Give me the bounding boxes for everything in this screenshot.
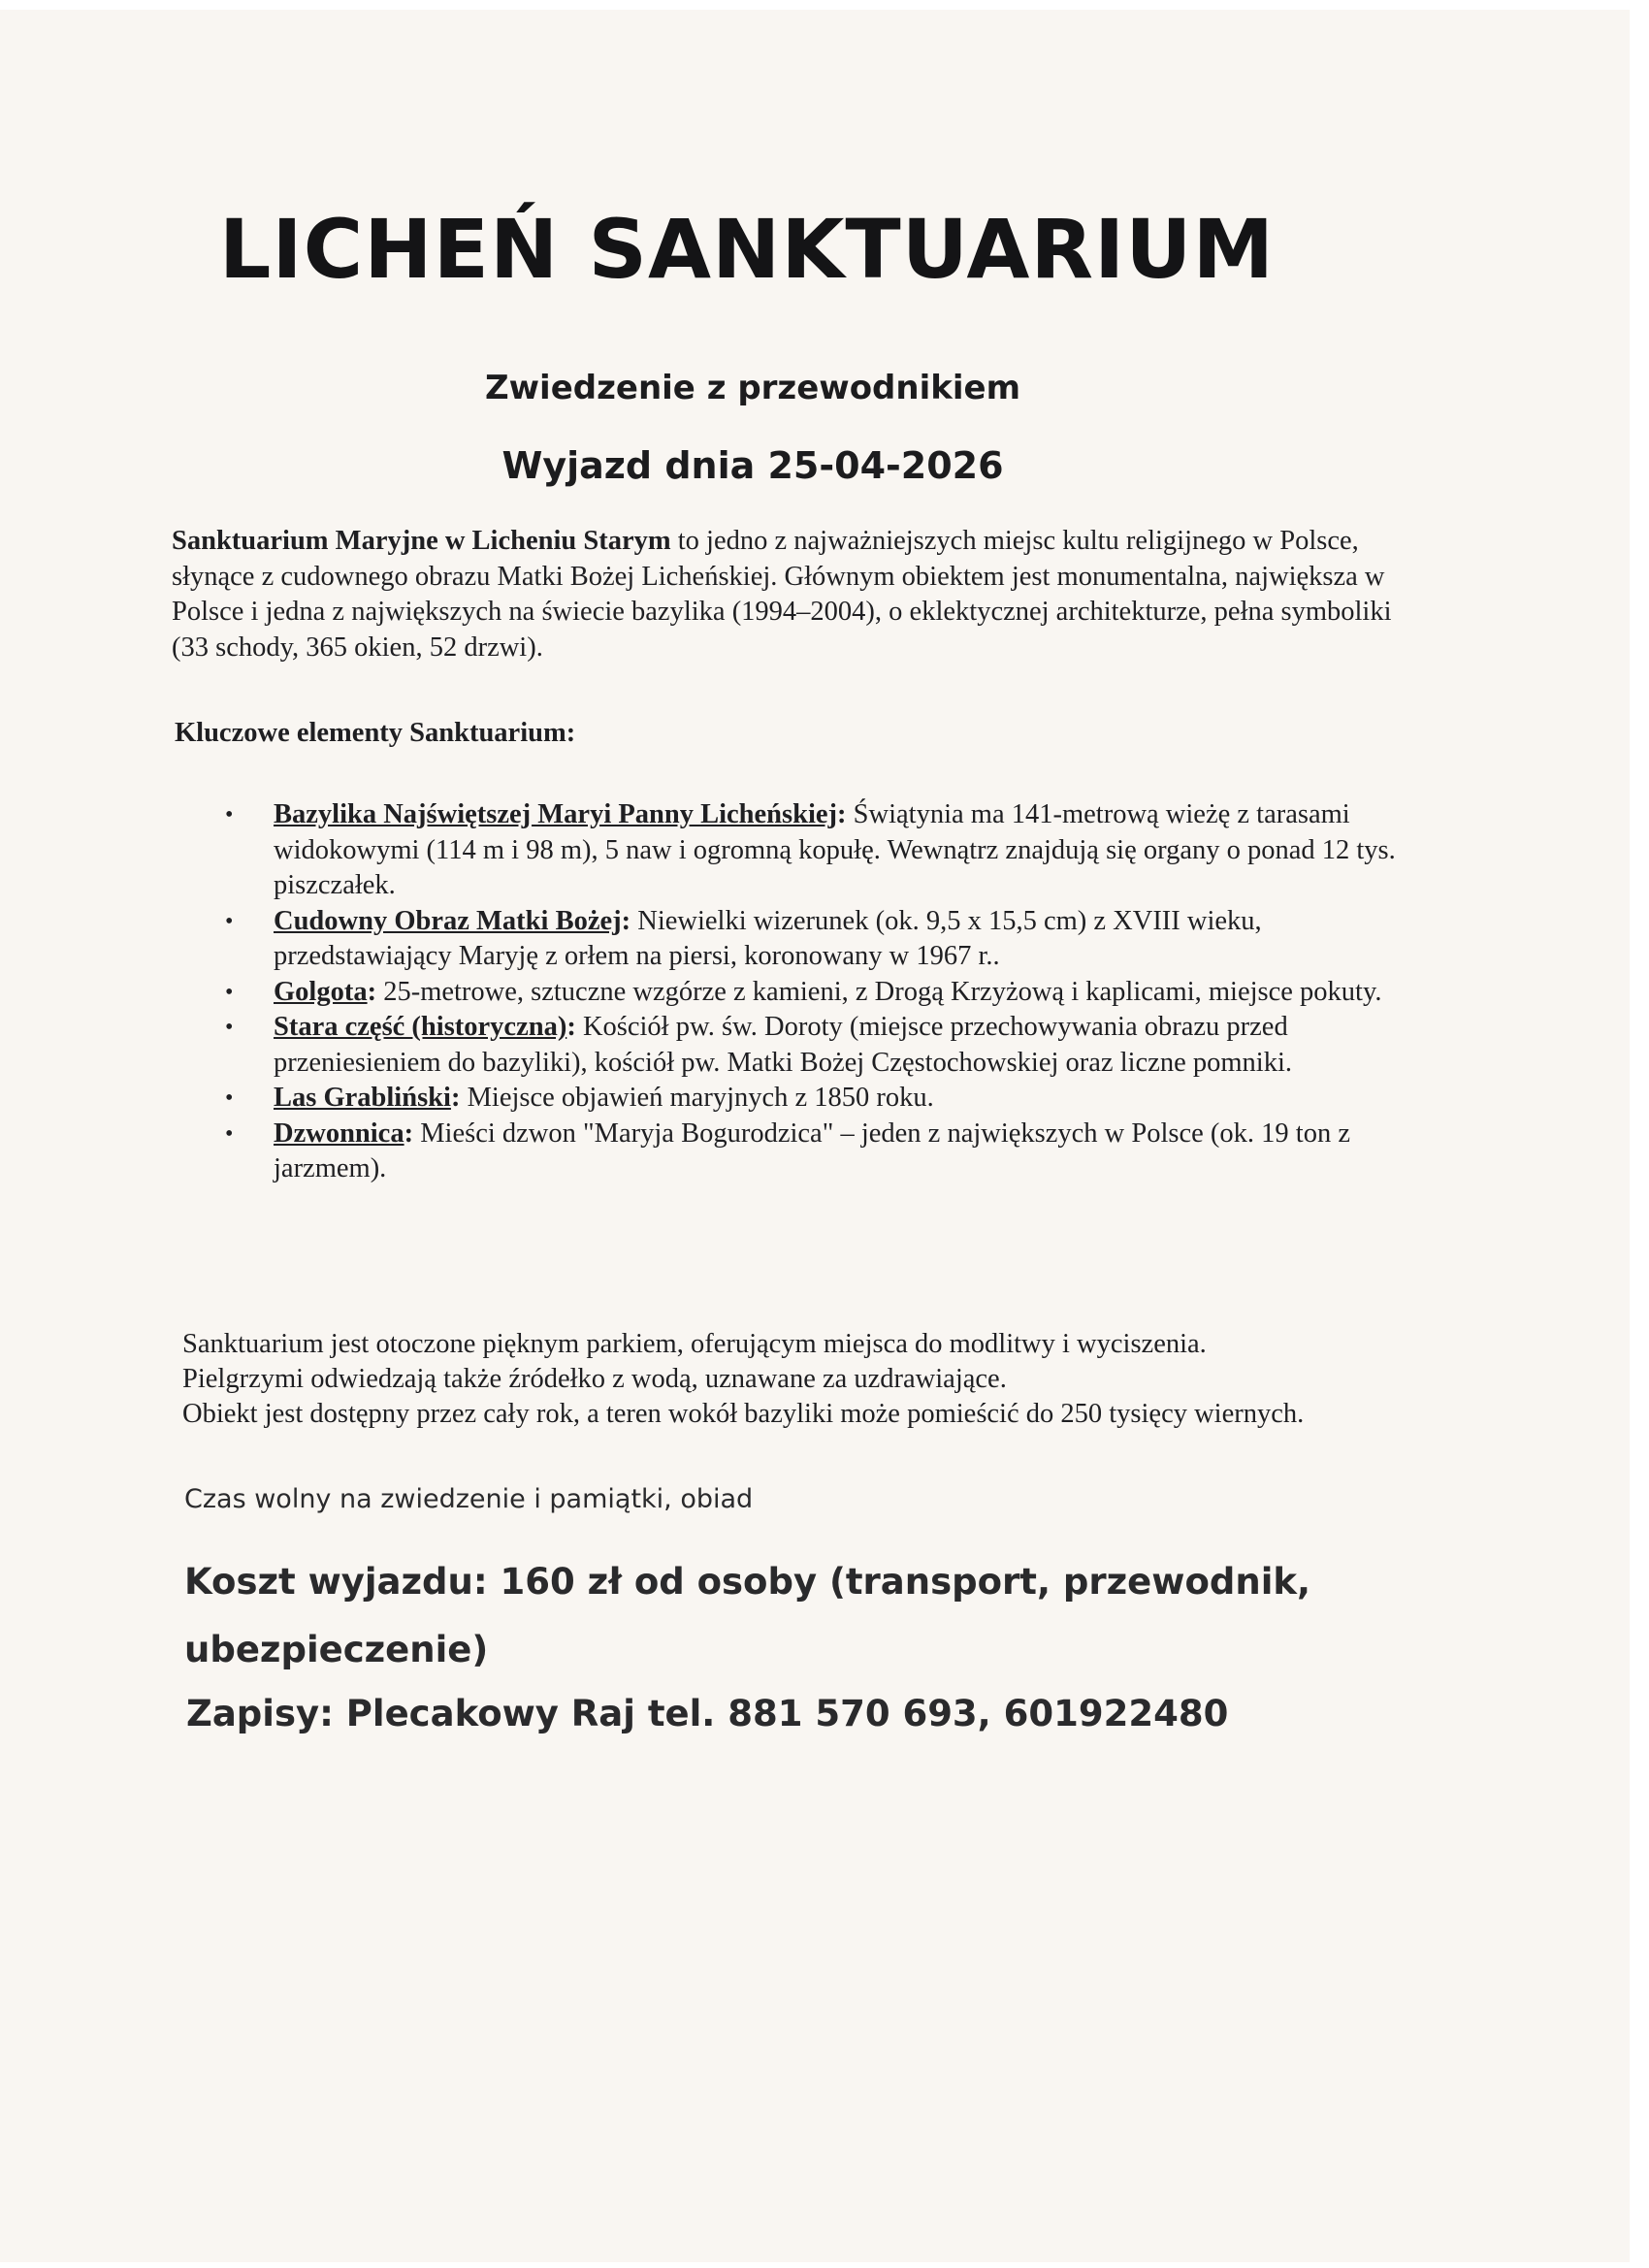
subtitle: Zwiedzenie z przewodnikiem — [484, 369, 1021, 407]
item-description: Kościół pw. św. Doroty (miejsce przechowywania obrazu przed przeniesieniem do bazyliki), kościół pw. Matki Bożej Częstochowskiej oraz liczne pomniki. — [274, 1012, 1292, 1078]
trip-date: Wyjazd dnia 25-04-2026 — [501, 444, 1004, 487]
bullet-icon: • — [225, 1120, 234, 1147]
key-elements-heading: Kluczowe elementy Sanktuarium: — [175, 718, 576, 748]
list-item — [225, 975, 1428, 1011]
list-item — [225, 904, 1428, 975]
intro-paragraph — [172, 524, 1418, 665]
bullet-icon: • — [225, 802, 234, 827]
item-title: Golgota — [274, 976, 368, 1007]
item-colon: : — [621, 905, 631, 936]
item-description: Miejsce objawień maryjnych z 1850 roku. — [460, 1083, 934, 1113]
intro-text: to jedno z najważniejszych miejsc kultu religijnego w Polsce, słynące z cudownego obrazu Matki Bożej Licheńskiej. Głównym obiektem jest monumentalna, największa w Polsce i jedna z największych na świecie bazylika (1994–2004), o eklektycznej architekturze, pełna symboliki (33 schody, 365 okien, 52 drzwi). — [172, 526, 1392, 663]
closing-line-spring: Pielgrzymi odwiedzają także źródełko z wodą, uznawane za uzdrawiające. — [182, 1364, 1007, 1394]
item-colon: : — [367, 976, 377, 1007]
list-item — [225, 797, 1428, 904]
item-title: Cudowny Obraz Matki Bożej — [274, 905, 622, 936]
item-colon: : — [404, 1118, 414, 1149]
list-item — [225, 1081, 1428, 1117]
trip-cost: Koszt wyjazdu: 160 zł od osoby (transport, przewodnik, ubezpieczenie) — [184, 1561, 1311, 1670]
closing-line-park: Sanktuarium jest otoczone pięknym parkiem, oferującym miejsca do modlitwy i wyciszenia. — [182, 1329, 1207, 1359]
list-item — [225, 1010, 1428, 1081]
item-colon: : — [566, 1012, 576, 1042]
bullet-icon: • — [225, 1015, 234, 1040]
key-elements-list — [225, 797, 1428, 1187]
item-title: Las Grabliński — [274, 1083, 451, 1113]
closing-line-capacity: Obiekt jest dostępny przez cały rok, a teren wokół bazyliki może pomieścić do 250 tysięcy wiernych. — [182, 1399, 1305, 1429]
bullet-icon: • — [225, 979, 234, 1005]
list-item — [225, 1117, 1428, 1187]
item-title: Bazylika Najświętszej Maryi Panny Licheńskiej — [274, 799, 838, 829]
closing-paragraph — [182, 1327, 1434, 1432]
item-colon: : — [837, 799, 847, 829]
item-description: Świątynia ma 141-metrową wieżę z tarasami widokowymi (114 m i 98 m), 5 naw i ogromną kopułę. Wewnątrz znajdują się organy o ponad 12 tys. piszczałek. — [274, 799, 1396, 900]
page-title: LICHEŃ SANKTUARIUM — [218, 202, 1276, 297]
intro-lead: Sanktuarium Maryjne w Licheniu Starym — [172, 526, 671, 556]
bullet-icon: • — [225, 908, 234, 934]
item-title: Stara część (historyczna) — [274, 1012, 567, 1042]
item-description: Mieści dzwon "Maryja Bogurodzica" – jeden z największych w Polsce (ok. 19 ton z jarzmem). — [274, 1118, 1350, 1183]
item-description: Niewielki wizerunek (ok. 9,5 x 15,5 cm) z XVIII wieku, przedstawiający Maryję z orłem na piersi, koronowany w 1967 r.. — [274, 905, 1262, 971]
signup-contact: Zapisy: Plecakowy Raj tel. 881 570 693, 601922480 — [186, 1693, 1229, 1734]
item-description: 25-metrowe, sztuczne wzgórze z kamieni, z Drogą Krzyżową i kaplicami, miejsce pokuty. — [376, 976, 1382, 1007]
item-colon: : — [450, 1083, 461, 1113]
free-time-note: Czas wolny na zwiedzenie i pamiątki, obiad — [184, 1484, 754, 1514]
bullet-icon: • — [225, 1085, 234, 1111]
document-page — [0, 10, 1630, 2262]
item-title: Dzwonnica — [274, 1118, 404, 1149]
